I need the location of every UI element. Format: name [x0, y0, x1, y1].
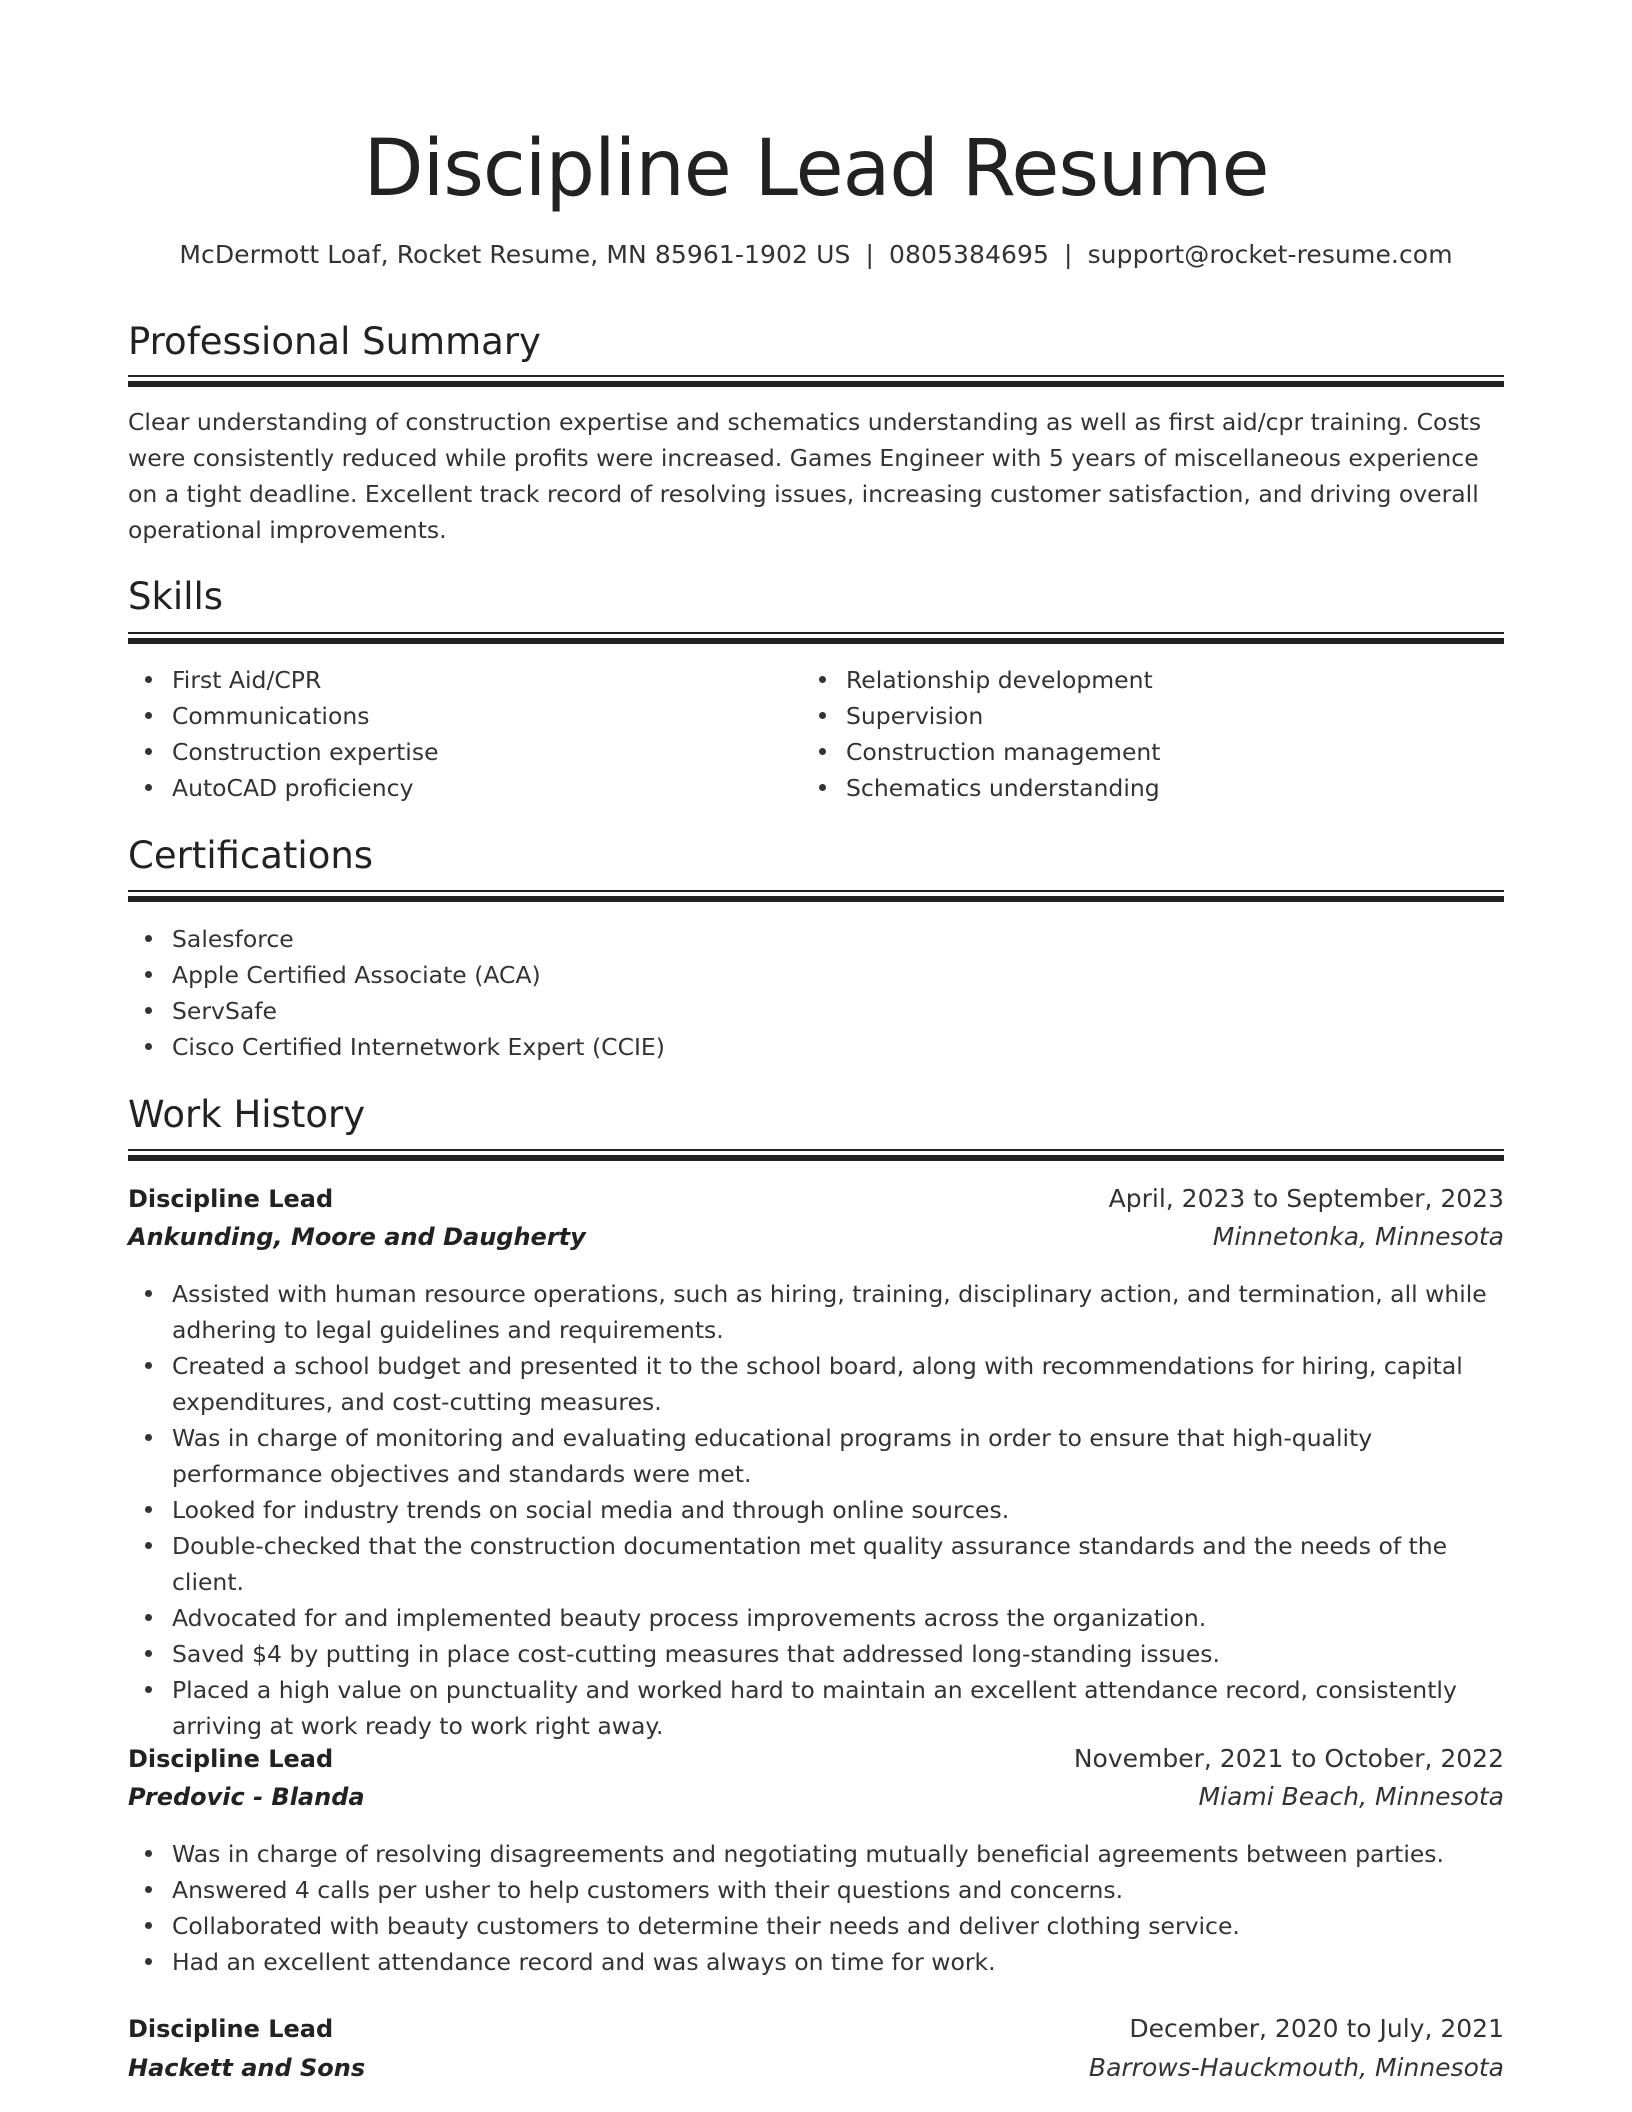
skill-item: Construction management [846, 734, 1486, 770]
duty-item: Looked for industry trends on social media and through online sources. [172, 1492, 1504, 1528]
job-duties [128, 1836, 1504, 1980]
duty-item: Answered 4 calls per usher to help customers with their questions and concerns. [172, 1872, 1504, 1908]
job-company: Hackett and Sons [128, 2054, 366, 2082]
job-company: Ankunding, Moore and Daugherty [128, 1223, 586, 1251]
skill-item: Communications [172, 698, 792, 734]
section-divider [128, 1149, 1504, 1161]
section-divider [128, 890, 1504, 902]
skill-item: Construction expertise [172, 734, 792, 770]
job-title: Discipline Lead [128, 1745, 334, 1773]
duty-item: Saved $4 by putting in place cost-cutting measures that addressed long-standing issues. [172, 1636, 1504, 1672]
contact-separator: | [865, 240, 874, 269]
duty-item: Placed a high value on punctuality and worked hard to maintain an excellent attendance record, consistently arriving at work ready to work right away. [172, 1672, 1504, 1744]
job-dates: November, 2021 to October, 2022 [1073, 1744, 1504, 1773]
job-duties [128, 1276, 1504, 1744]
skill-item: Relationship development [846, 662, 1486, 698]
skills-list-left [128, 662, 792, 806]
contact-email[interactable]: support@rocket-resume.com [1087, 240, 1453, 269]
certifications-list [128, 921, 1472, 1065]
skills-list-right [802, 662, 1486, 806]
job-title: Discipline Lead [128, 1185, 334, 1213]
skill-item: First Aid/CPR [172, 662, 792, 698]
section-divider [128, 632, 1504, 644]
job-location: Barrows-Hauckmouth, Minnesota [1088, 2053, 1504, 2082]
certification-item: Cisco Certified Internetwork Expert (CCIE) [172, 1029, 1472, 1065]
job-title: Discipline Lead [128, 2015, 334, 2043]
job-location: Miami Beach, Minnesota [1198, 1782, 1504, 1811]
duty-item: Was in charge of resolving disagreements and negotiating mutually beneficial agreements between parties. [172, 1836, 1504, 1872]
duty-item: Double-checked that the construction documentation met quality assurance standards and the needs of the client. [172, 1528, 1504, 1600]
certification-item: Salesforce [172, 921, 1472, 957]
certifications-heading: Certifications [128, 834, 374, 877]
work-history-heading: Work History [128, 1093, 366, 1136]
contact-line [98, 240, 1534, 269]
skill-item: AutoCAD proficiency [172, 770, 792, 806]
section-divider [128, 375, 1504, 387]
duty-item: Had an excellent attendance record and was always on time for work. [172, 1944, 1504, 1980]
duty-item: Collaborated with beauty customers to determine their needs and deliver clothing service. [172, 1908, 1504, 1944]
contact-separator: | [1064, 240, 1073, 269]
duty-item: Was in charge of monitoring and evaluating educational programs in order to ensure that high-quality performance objectives and standards were met. [172, 1420, 1504, 1492]
contact-phone: 0805384695 [888, 240, 1050, 269]
summary-heading: Professional Summary [128, 320, 541, 363]
certification-item: Apple Certified Associate (ACA) [172, 957, 1472, 993]
job-location: Minnetonka, Minnesota [1212, 1222, 1504, 1251]
duty-item: Created a school budget and presented it to the school board, along with recommendations for hiring, capital expenditures, and cost-cutting measures. [172, 1348, 1504, 1420]
skills-heading: Skills [128, 575, 224, 618]
skill-item: Schematics understanding [846, 770, 1486, 806]
duty-item: Advocated for and implemented beauty process improvements across the organization. [172, 1600, 1504, 1636]
resume-title: Discipline Lead Resume [363, 124, 1269, 214]
job-dates: December, 2020 to July, 2021 [1129, 2014, 1504, 2043]
skill-item: Supervision [846, 698, 1486, 734]
job-company: Predovic - Blanda [128, 1783, 365, 1811]
contact-address: McDermott Loaf, Rocket Resume, MN 85961-1902 US [179, 240, 851, 269]
summary-text: Clear understanding of construction expertise and schematics understanding as well as first aid/cpr training. Costs were consistently reduced while profits were increased. Games Engineer with 5 years of miscellaneous experience on a tight deadline. Excellent track record of resolving issues, increasing customer satisfaction, and driving overall operational improvements. [128, 408, 1482, 544]
duty-item: Assisted with human resource operations, such as hiring, training, disciplinary action, and termination, all while adhering to legal guidelines and requirements. [172, 1276, 1504, 1348]
job-dates: April, 2023 to September, 2023 [1108, 1184, 1504, 1213]
certification-item: ServSafe [172, 993, 1472, 1029]
